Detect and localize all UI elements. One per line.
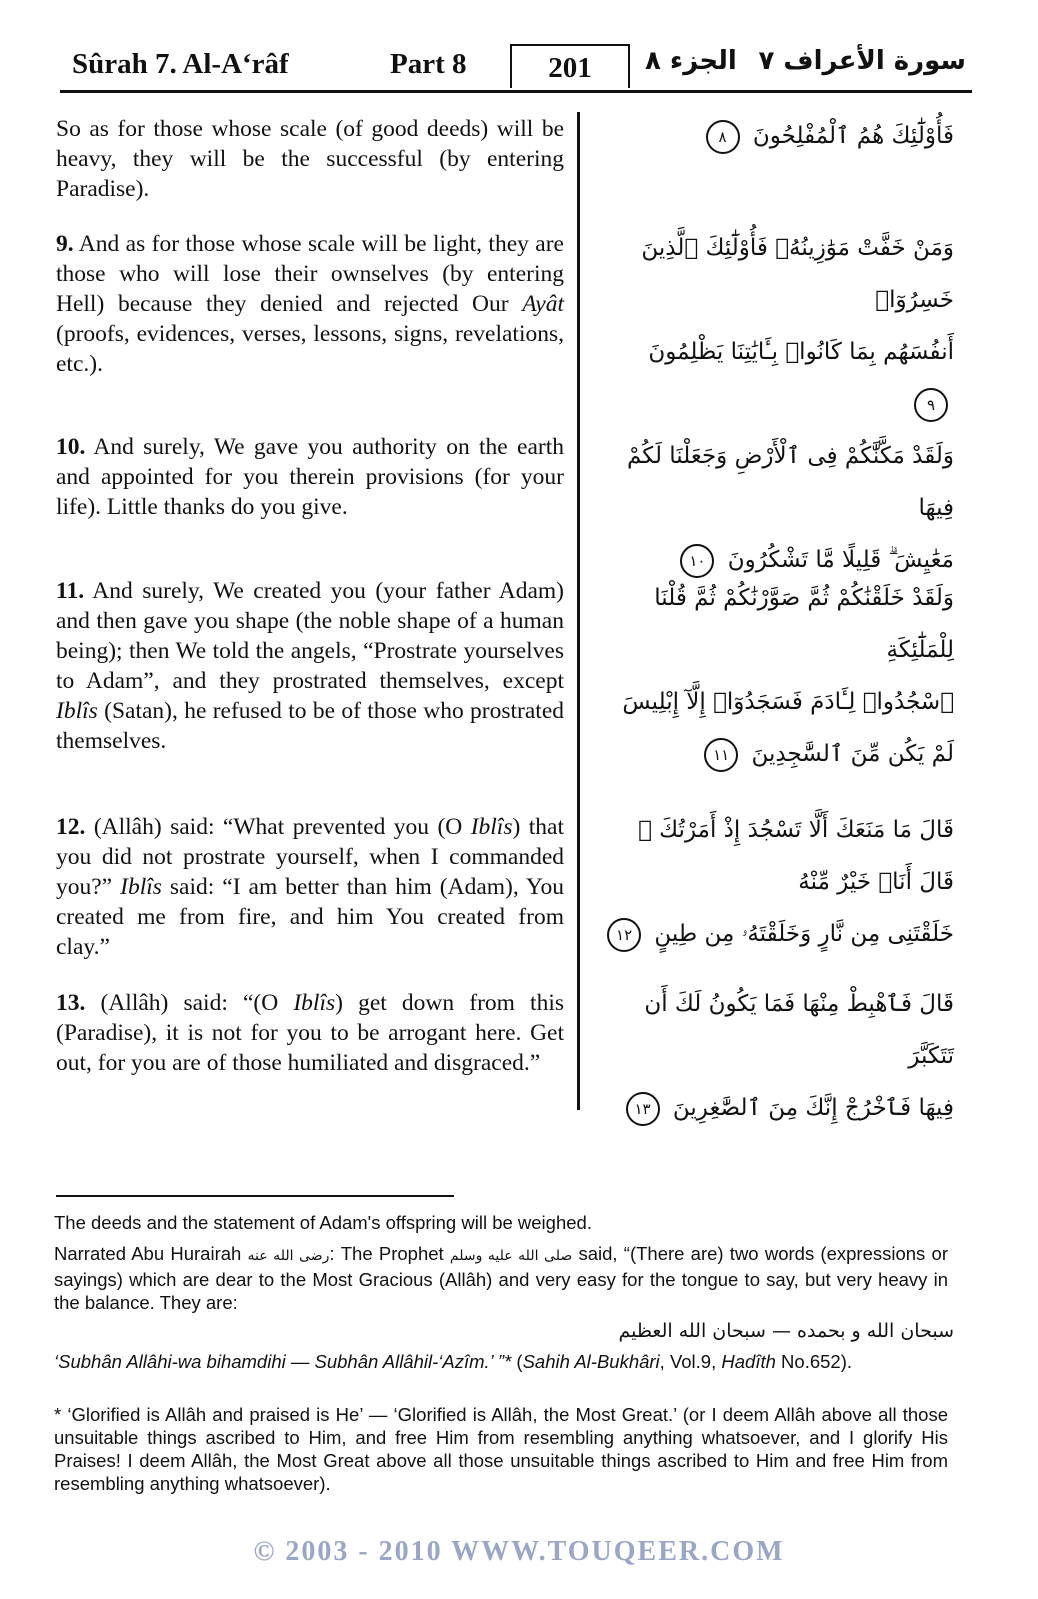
footnote-transliteration: ‘Subhân Allâhi-wa bihamdihi — Subhân Allâhil-‘Azîm.’ ”* (Sahih Al-Bukhâri, Vol.9, Hadîth No.652).: [54, 1351, 853, 1372]
verse-11-arabic: وَلَقَدْ خَلَقْنَٰكُمْ ثُمَّ صَوَّرْنَٰكُمْ ثُمَّ قُلْنَا لِلْمَلَٰٓئِكَةِ ٱسْجُدُوا۟ لِـَٔادَمَ فَسَجَدُوٓا۟ إِلَّآ إِبْلِيسَ لَمْ يَكُن مِّنَ ٱلسَّٰجِدِينَ ١١: [598, 572, 954, 780]
surah-title-arabic: سورة الأعراف ٧: [758, 46, 966, 76]
verse-9-english: 9. And as for those whose scale will be light, they are those who will lose their ownselves (by entering Hell) because they denied and rejected Our Ayât (proofs, evidences, verses, lessons, signs, revelations, etc.).: [56, 231, 564, 377]
footnote-hadith: Narrated Abu Hurairah رضى الله عنه: The Prophet صلى الله عليه وسلم said, “(There are) two words (expressions or sayings) which are dear to the Most Gracious (Allâh) and very easy for the tongue to say, but very heavy in the balance. They are:: [54, 1243, 948, 1313]
verse-number: 12.: [56, 814, 86, 840]
verse-8-english: So as for those whose scale (of good deeds) will be heavy, they will be the successful (by entering Paradise).: [56, 116, 564, 202]
verse-number: 10.: [56, 434, 86, 460]
verse-11-english: 11. And surely, We created you (your father Adam) and then gave you shape (the noble shape of a human being); then We told the angels, “Prostrate yourselves to Adam”, and they prostrated themselves, except Iblîs (Satan), he refused to be of those who prostrated themselves.: [56, 578, 564, 754]
verse-13-arabic: قَالَ فَٱهْبِطْ مِنْهَا فَمَا يَكُونُ لَكَ أَن تَتَكَبَّرَ فِيهَا فَٱخْرُجْ إِنَّكَ مِنَ ٱلصَّٰغِرِينَ ١٣: [598, 978, 954, 1134]
page-header: [60, 44, 972, 96]
verse-13-english: 13. (Allâh) said: “(O Iblîs) get down from this (Paradise), it is not for you to be arrogant here. Get out, for you are of those humiliated and disgraced.”: [56, 990, 564, 1076]
part-label-arabic: الجزء ٨: [645, 46, 737, 76]
ayah-marker: ١٠: [680, 544, 714, 578]
verse-12-arabic: قَالَ مَا مَنَعَكَ أَلَّا تَسْجُدَ إِذْ أَمَرْتُكَ ۖ قَالَ أَنَا۠ خَيْرٌ مِّنْهُ خَلَقْتَنِى مِن نَّارٍ وَخَلَقْتَهُۥ مِن طِينٍ ١٢: [598, 804, 954, 960]
page-number: 201: [510, 44, 630, 88]
ayah-marker: ١٣: [626, 1092, 660, 1126]
column-divider: [577, 112, 580, 1110]
verse-12-english: 12. (Allâh) said: “What prevented you (O Iblîs) that you did not prostrate yourself, when I commanded you?” Iblîs said: “I am better than him (Adam), You created me from fire, and him You created from clay.”: [56, 814, 564, 960]
copyright-notice: © 2003 - 2010 WWW.TOUQEER.COM: [253, 1536, 785, 1567]
verse-10-arabic: وَلَقَدْ مَكَّنَّٰكُمْ فِى ٱلْأَرْضِ وَجَعَلْنَا لَكُمْ فِيهَا مَعَٰيِشَ ۗ قَلِيلًا مَّا تَشْكُرُونَ ١٠: [598, 430, 954, 586]
ayah-marker: ٩: [914, 388, 948, 422]
verse-number: 9.: [56, 231, 74, 257]
surah-title: Sûrah 7. Al-A‘râf: [72, 48, 289, 80]
ayah-marker: ١٢: [607, 918, 641, 952]
ayah-marker: ٨: [706, 120, 740, 154]
ayah-marker: ١١: [704, 738, 738, 772]
header-rule: [60, 90, 972, 93]
verse-10-english: 10. And surely, We gave you authority on the earth and appointed for you therein provisions (for your life). Little thanks do you give.: [56, 434, 564, 520]
part-label: Part 8: [390, 48, 467, 80]
footnote-line-1: The deeds and the statement of Adam's offspring will be weighed.: [54, 1212, 592, 1233]
footnote-asterisk-note: * ‘Glorified is Allâh and praised is He’ — ‘Glorified is Allâh, the Most Great.’ (or I deem Allâh above all those unsuitable things ascribed to Him, and free Him from resembling anything whatsoever, and I glorify His Praises! I deem Allâh, the Most Great above all those unsuitable things ascribed to Him and free Him from resembling anything whatsoever).: [54, 1404, 948, 1494]
verse-8-arabic: فَأُوْلَٰٓئِكَ هُمُ ٱلْمُفْلِحُونَ ٨: [598, 110, 954, 162]
footnote-rule: [56, 1195, 454, 1197]
verse-number: 11.: [56, 578, 85, 604]
verse-number: 13.: [56, 990, 86, 1016]
verse-9-arabic: وَمَنْ خَفَّتْ مَوَٰزِينُهُۥ فَأُوْلَٰٓئِكَ ٱلَّذِينَ خَسِرُوٓا۟ أَنفُسَهُم بِمَا كَانُوا۟ بِـَٔايَٰتِنَا يَظْلِمُونَ ٩: [598, 222, 954, 430]
footnote-arabic-phrase: سبحان الله و بحمده — سبحان الله العظيم: [618, 1320, 954, 1342]
